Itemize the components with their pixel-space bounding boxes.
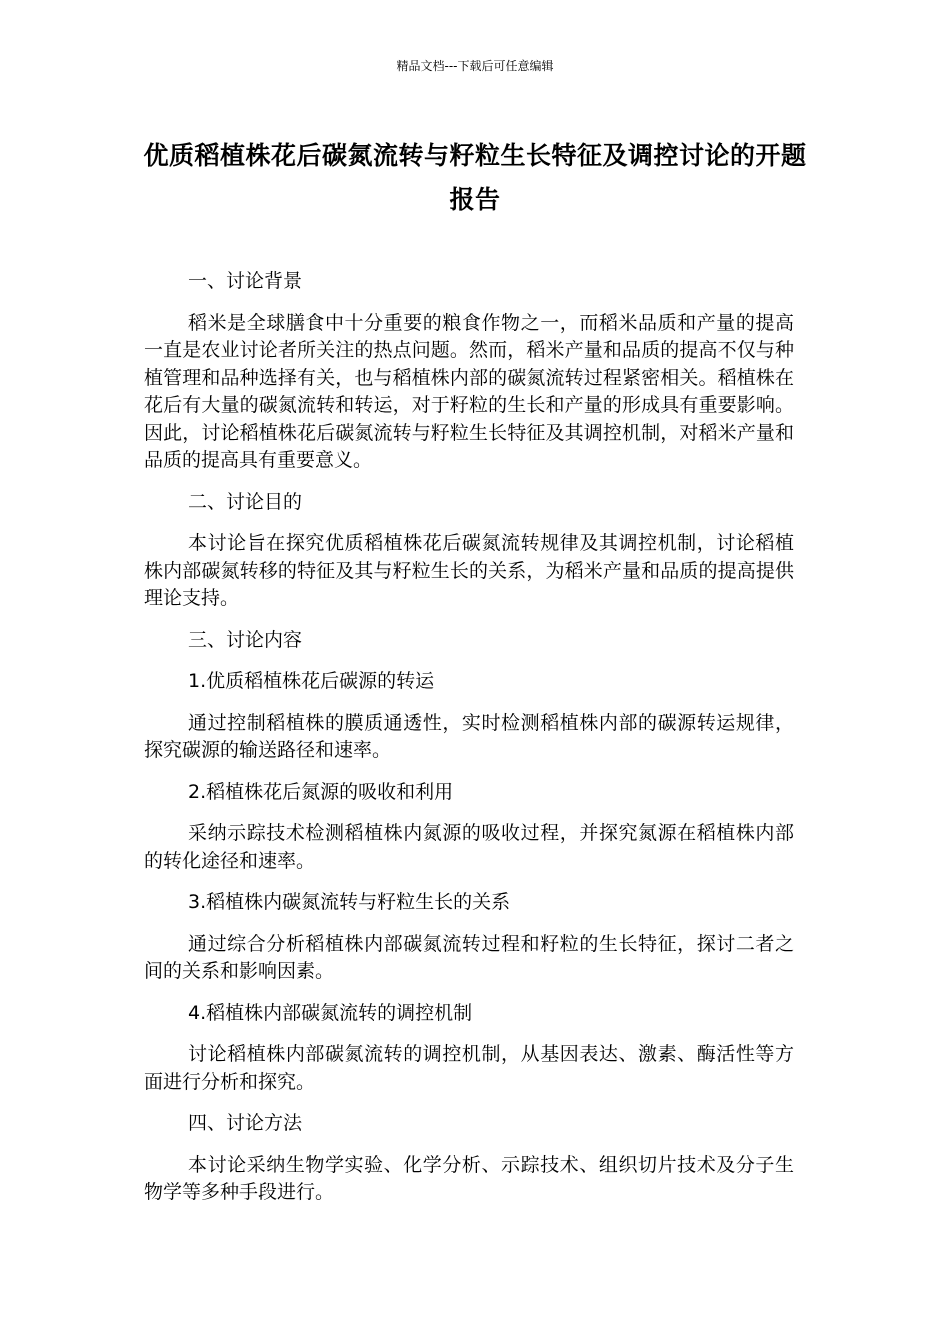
subsection-paragraph-3: 通过综合分析稻植株内部碳氮流转过程和籽粒的生长特征，探讨二者之间的关系和影响因素。: [144, 932, 794, 982]
section-heading-purpose: 二、讨论目的: [188, 490, 303, 513]
section-heading-background: 一、讨论背景: [188, 270, 303, 292]
subsection-paragraph-2: 采纳示踪技术检测稻植株内氮源的吸收过程，并探究氮源在稻植株内部的转化途径和速率。: [144, 822, 794, 872]
subsection-heading-2: 2.稻植株花后氮源的吸收和利用: [188, 780, 454, 803]
subsection-heading-3: 3.稻植株内碳氮流转与籽粒生长的关系: [188, 891, 511, 913]
subsection-heading-1: 1.优质稻植株花后碳源的转运: [188, 670, 435, 692]
subsection-paragraph-1: 通过控制稻植株的膜质通透性，实时检测稻植株内部的碳源转运规律，探究碳源的输送路径和速率。: [144, 711, 794, 761]
subsection-paragraph-4: 讨论稻植株内部碳氮流转的调控机制，从基因表达、激素、酶活性等方面进行分析和探究。: [144, 1043, 794, 1093]
paragraph-methods: 本讨论采纳生物学实验、化学分析、示踪技术、组织切片技术及分子生物学等多种手段进行。: [144, 1153, 794, 1203]
paragraph-background: 稻米是全球膳食中十分重要的粮食作物之一，而稻米品质和产量的提高一直是农业讨论者所关注的热点问题。然而，稻米产量和品质的提高不仅与种植管理和品种选择有关，也与稻植株内部的碳氮流转过程紧密相关。稻植株在花后有大量的碳氮流转和转运，对于籽粒的生长和产量的形成具有重要影响。因此，讨论稻植株花后碳氮流转与籽粒生长特征及其调控机制，对稻米产量和品质的提高具有重要意义。: [144, 311, 794, 471]
section-heading-content: 三、讨论内容: [188, 628, 303, 651]
document-title: 优质稻植株花后碳氮流转与籽粒生长特征及调控讨论的开题报告: [143, 141, 807, 214]
paragraph-purpose: 本讨论旨在探究优质稻植株花后碳氮流转规律及其调控机制，讨论稻植株内部碳氮转移的特征及其与籽粒生长的关系，为稻米产量和品质的提高提供理论支持。: [144, 532, 794, 609]
subsection-heading-4: 4.稻植株内部碳氮流转的调控机制: [188, 1001, 473, 1024]
document-body: [144, 268, 794, 1221]
section-heading-methods: 四、讨论方法: [188, 1112, 303, 1134]
header-note: 精品文档---下载后可任意编辑: [396, 59, 554, 73]
